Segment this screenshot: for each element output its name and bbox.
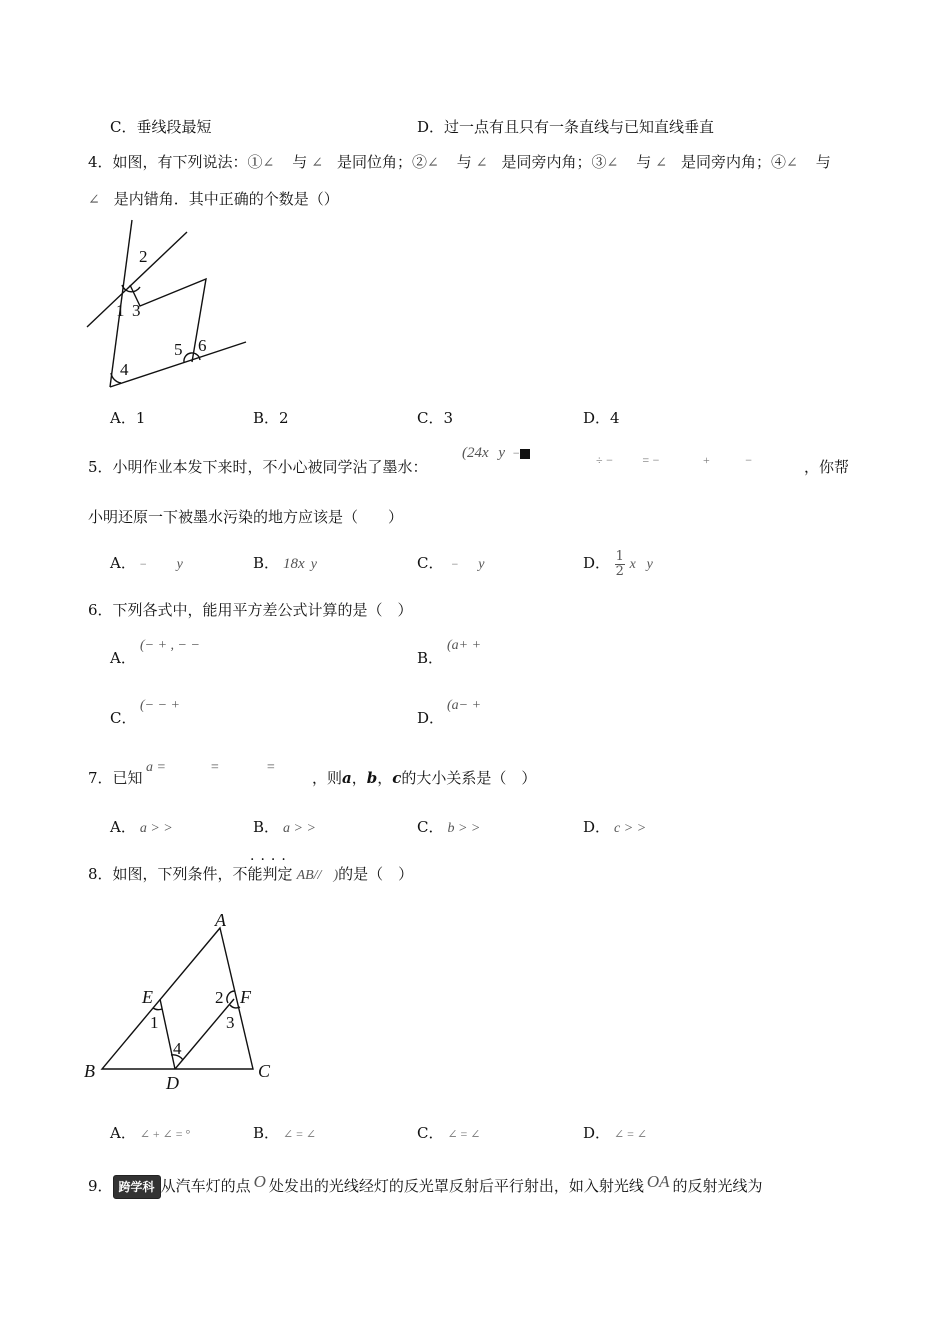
q4-yu: 与	[815, 153, 831, 171]
q8-text-b: 的是（ ）	[338, 865, 414, 883]
q6-option-b	[417, 648, 443, 668]
q4-option-a: A．1	[110, 409, 146, 427]
q4-option-d: D．4	[583, 409, 620, 427]
q7-option-c	[417, 817, 480, 839]
label-angle-2: 2	[215, 988, 224, 1007]
q5-expression-rest	[596, 450, 752, 471]
angle-symbol: ∠	[427, 156, 439, 171]
angle-symbol: ∠	[786, 156, 798, 171]
q8-math-ab: AB//	[296, 868, 322, 883]
q4-label-4: 4	[120, 360, 129, 379]
label-f: F	[240, 987, 251, 1007]
label-angle-1: 1	[150, 1013, 159, 1032]
angle-symbol: ∠	[655, 156, 668, 171]
q5-expr-minus: −	[512, 446, 520, 460]
q9-text-c: 的反射光线为	[672, 1177, 763, 1195]
q8-option-c	[417, 1123, 480, 1144]
option-expr: ∠ = ∠	[283, 1127, 316, 1141]
q9-text-a: 从汽车灯的点	[160, 1177, 251, 1195]
option-label: A．	[110, 554, 136, 572]
q5-stem-line1-end: ，你帮	[804, 458, 850, 476]
q4-text-e: 是内错角．其中正确的个数是（）	[113, 190, 339, 208]
q7-stem-a: 7．已知	[88, 769, 143, 787]
option-label: A．	[110, 649, 136, 667]
q5-stem-line2: 小明还原一下被墨水污染的地方应该是（ ）	[88, 508, 404, 526]
label-a: A	[215, 910, 226, 930]
q5-option-a	[110, 553, 183, 575]
option-expr: a > >	[139, 821, 173, 836]
option-expr: ∠ + ∠ = °	[139, 1127, 191, 1141]
option-expr: c > >	[614, 821, 647, 836]
option-expr-y: y	[176, 557, 183, 572]
label-angle-3: 3	[226, 1013, 235, 1032]
q5-expr-div: ÷	[596, 453, 603, 467]
emphasis-dots: ····	[250, 852, 292, 868]
q4-text-d: 是同旁内角；④	[681, 153, 787, 171]
q6-option-a	[110, 648, 136, 668]
option-label: D．	[583, 1124, 611, 1142]
angle-symbol: ∠	[262, 156, 275, 171]
q6-option-a-expr: (− + , − −	[140, 638, 200, 653]
option-label: B．	[417, 649, 444, 667]
label-angle-4: 4	[173, 1039, 182, 1058]
q8-text-a: 8．如图，下列条件，	[88, 865, 233, 883]
q4-text-a: 4．如图，有下列说法：①	[88, 153, 263, 171]
cross-subject-badge: 跨学科	[113, 1175, 161, 1199]
q7-expr-a: a =	[146, 760, 166, 775]
q4-label-1: 1	[116, 301, 125, 320]
q7-expr-eq2: =	[266, 760, 276, 775]
q4-bent-line	[130, 279, 206, 362]
option-expr: −	[139, 557, 147, 571]
option-expr-y: y	[646, 557, 653, 572]
fraction-one-half	[615, 548, 625, 579]
option-expr: ∠ = ∠	[614, 1127, 647, 1141]
q5-option-d	[583, 541, 653, 587]
q7-stem-b: ，则a，b，c的大小关系是（ ）	[312, 769, 537, 787]
option-expr-x: x	[629, 557, 636, 572]
q4-yu: 与	[456, 153, 472, 171]
q8-option-b	[253, 1123, 316, 1144]
angle-1-arc	[153, 1008, 162, 1010]
q4-option-c: C．3	[417, 409, 454, 427]
q9-text-b: 处发出的光线经灯的反光罩反射后平行射出，如入射光线	[268, 1177, 644, 1195]
segment-df	[175, 999, 234, 1069]
label-e: E	[142, 987, 153, 1007]
q5-expr-minus2: −	[606, 453, 613, 467]
q4-text-b: 是同位角；②	[337, 153, 428, 171]
q9-stem	[88, 1172, 763, 1199]
option-label: D．	[583, 554, 611, 572]
q5-expr-eq: =	[642, 453, 650, 467]
q5-stem-line1: 5．小明作业本发下来时，不小心被同学沾了墨水：	[88, 458, 428, 476]
q4-yu: 与	[636, 153, 652, 171]
q8-stem	[88, 864, 413, 886]
var-c: c	[392, 769, 402, 787]
ink-blot	[520, 449, 530, 459]
q8-figure	[80, 905, 280, 1095]
option-expr: 18x	[283, 556, 305, 572]
q3-option-c: C．垂线段最短	[110, 118, 212, 136]
q7-option-b	[253, 817, 316, 839]
q8-text-emph: 不能判定	[232, 865, 293, 883]
option-expr: a > >	[283, 821, 316, 836]
q6-option-d-expr: (a− +	[447, 698, 482, 713]
label-b: B	[84, 1061, 95, 1081]
option-label: C．	[417, 554, 444, 572]
q4-label-5: 5	[174, 340, 183, 359]
option-label: B．	[253, 554, 280, 572]
q4-stem-line2	[88, 189, 339, 211]
label-c: C	[258, 1061, 271, 1081]
q5-expr-part: (24x	[462, 445, 489, 461]
q4-label-2: 2	[139, 247, 148, 266]
q8-math-cd: )	[333, 868, 339, 883]
option-label: B．	[253, 818, 280, 836]
option-label: C．	[110, 709, 137, 727]
angle-2-arc	[227, 991, 235, 1003]
q7-option-d	[583, 817, 646, 839]
q6-stem: 6．下列各式中，能用平方差公式计算的是（ ）	[88, 601, 413, 619]
q5-expr-minus4: −	[745, 453, 752, 467]
q4-label-3: 3	[132, 301, 141, 320]
q5-expression	[462, 443, 530, 463]
option-label: C．	[417, 1124, 444, 1142]
q4-yu: 与	[292, 153, 308, 171]
label-d: D	[166, 1073, 179, 1093]
q6-option-c-expr: (− − +	[140, 698, 181, 713]
q4-figure	[80, 215, 260, 395]
q7-expr-eq1: =	[210, 760, 220, 775]
option-expr-y: y	[310, 557, 317, 572]
q5-expr-y: y	[498, 445, 506, 461]
q4-label-6: 6	[198, 336, 207, 355]
option-label: A．	[110, 1124, 136, 1142]
q8-option-d	[583, 1123, 647, 1144]
q3-option-d: D．过一点有且只有一条直线与已知直线垂直	[417, 118, 715, 136]
angle-symbol: ∠	[475, 156, 488, 171]
option-expr: ∠ = ∠	[447, 1127, 481, 1141]
fraction-denominator: 2	[615, 563, 624, 579]
q8-option-a	[110, 1123, 190, 1144]
q4-stem-line1	[88, 152, 831, 174]
option-label: A．	[110, 818, 136, 836]
option-expr: b > >	[447, 821, 481, 836]
q5-option-c	[417, 553, 484, 575]
q7-text: ，则	[312, 769, 343, 787]
q9-number: 9．	[88, 1177, 113, 1195]
option-label: B．	[253, 1124, 280, 1142]
option-label: D．	[417, 709, 445, 727]
angle-symbol: ∠	[88, 193, 100, 208]
q9-var-oa: OA	[646, 1172, 670, 1191]
option-expr: −	[451, 557, 459, 571]
angle-symbol: ∠	[606, 156, 619, 171]
var-b: b	[366, 769, 378, 787]
q7-text-end: 的大小关系是（ ）	[401, 769, 537, 787]
angle-symbol: ∠	[311, 156, 324, 171]
q4-text-c: 是同旁内角；③	[501, 153, 607, 171]
option-label: C．	[417, 818, 444, 836]
var-a: a	[342, 769, 352, 787]
fraction-numerator: 1	[615, 548, 624, 564]
option-expr-y: y	[478, 557, 485, 572]
q6-option-c	[110, 708, 136, 728]
q5-option-b	[253, 553, 317, 575]
q5-expr-plus: +	[702, 453, 710, 467]
q7-option-a	[110, 817, 173, 839]
option-label: D．	[583, 818, 611, 836]
segment-ed	[160, 999, 175, 1069]
q9-var-o: O	[253, 1172, 266, 1191]
q6-option-d	[417, 708, 444, 728]
q5-expr-minus3: −	[652, 453, 660, 467]
q4-option-b: B．2	[253, 409, 289, 427]
q6-option-b-expr: (a+ +	[447, 638, 482, 653]
